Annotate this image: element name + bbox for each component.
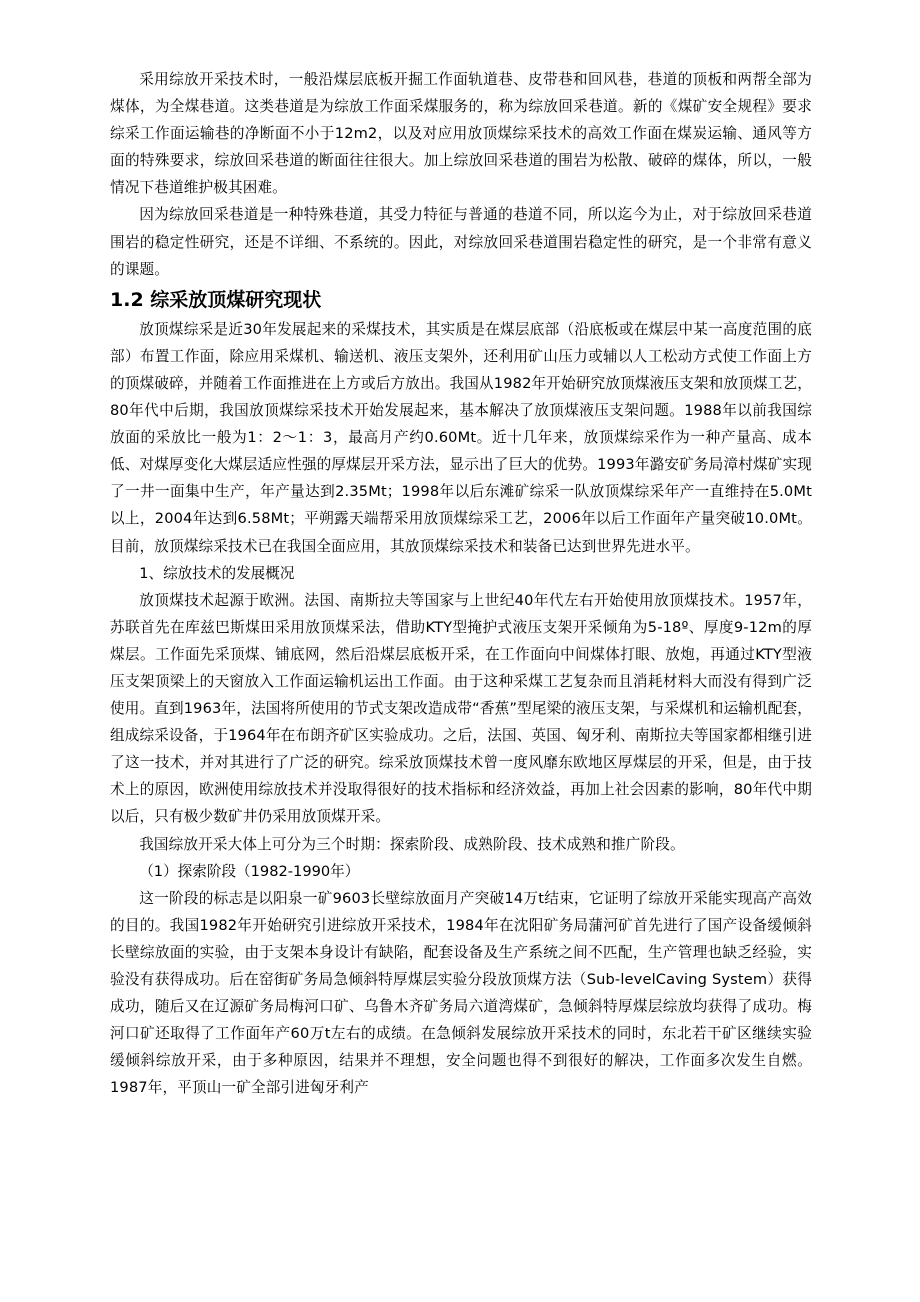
paragraph-china-periods: 我国综放开采大体上可分为三个时期：探索阶段、成熟阶段、技术成熟和推广阶段。 [139, 835, 685, 853]
subheading-development-overview: 1、综放技术的发展概况 [139, 564, 295, 582]
subheading-exploration-stage: （1）探索阶段（1982-1990年） [139, 862, 360, 880]
paragraph-research-status: 放顶煤综采是近30年发展起来的采煤技术，其实质是在煤层底部（沿底板或在煤层中某一高度范围的底部）布置工作面，除应用采煤机、输送机、液压支架外，还利用矿山压力或辅以人工松动方式使工作面上方的顶煤破碎，并随着工作面推进在上方或后方放出。我国从1982年开始研究放顶煤液压支架和放顶煤工艺，80年代中后期，我国放顶煤综采技术开始发展起来，基本解决了放顶煤液压支架问题。1988年以前我国综放面的采放比一般为1：2～1：3，最高月产约0.60Mt。近十几年来，放顶煤综采作为一种产量高、成本低、对煤厚变化大煤层适应性强的厚煤层开采方法，显示出了巨大的优势。1993年潞安矿务局漳村煤矿实现了一井一面集中生产，年产量达到2.35Mt；1998年以后东滩矿综采一队放顶煤综采年产一直维持在5.0Mt以上，2004年达到6.58Mt；平朔露天端帮采用放顶煤综采工艺，2006年以后工作面年产量突破10.0Mt。目前，放顶煤综采技术已在我国全面应用，其放顶煤综采技术和装备已达到世界先进水平。 [110, 320, 812, 555]
paragraph-roadway-intro: 采用综放开采技术时，一般沿煤层底板开掘工作面轨道巷、皮带巷和回风巷，巷道的顶板和两帮全部为煤体，为全煤巷道。这类巷道是为综放工作面采煤服务的，称为综放回采巷道。新的《煤矿安全规程》要求综采工作面运输巷的净断面不小于12m2，以及对应用放顶煤综采技术的高效工作面在煤炭运输、通风等方面的特殊要求，综放回采巷道的断面往往很大。加上综放回采巷道的围岩为松散、破碎的煤体，所以，一般情况下巷道维护极其困难。 [110, 71, 812, 197]
paragraph-roadway-significance: 因为综放回采巷道是一种特殊巷道，其受力特征与普通的巷道不同，所以迄今为止，对于综放回采巷道围岩的稳定性研究，还是不详细、不系统的。因此，对综放回采巷道围岩稳定性的研究，是一个非常有意义的课题。 [110, 206, 812, 278]
section-heading: 1.2 综采放顶煤研究现状 [110, 288, 322, 311]
paragraph-exploration-stage: 这一阶段的标志是以阳泉一矿9603长壁综放面月产突破14万t结束，它证明了综放开采能实现高产高效的目的。我国1982年开始研究引进综放开采技术，1984年在沈阳矿务局蒲河矿首先进行了国产设备缓倾斜长壁综放面的实验，由于支架本身设计有缺陷，配套设备及生产系统之间不匹配，生产管理也缺乏经验，实验没有获得成功。后在窑街矿务局急倾斜特厚煤层实验分段放顶煤方法（Sub-levelCaving System）获得成功，随后又在辽源矿务局梅河口矿、乌鲁木齐矿务局六道湾煤矿，急倾斜特厚煤层综放均获得了成功。梅河口矿还取得了工作面年产60万t左右的成绩。在急倾斜发展综放开采技术的同时，东北若干矿区继续实验缓倾斜综放开采，由于多种原因，结果并不理想，安全问题也得不到很好的解决，工作面多次发生自燃。1987年，平顶山一矿全部引进匈牙利产 [110, 889, 812, 1097]
paragraph-european-origin: 放顶煤技术起源于欧洲。法国、南斯拉夫等国家与上世纪40年代左右开始使用放顶煤技术。1957年，苏联首先在库兹巴斯煤田采用放顶煤采法，借助KTY型掩护式液压支架开采倾角为5-18º、厚度9-12m的厚煤层。工作面先采顶煤、铺底网，然后沿煤层底板开采，在工作面向中间煤体打眼、放炮，再通过KTY型液压支架顶梁上的天窗放入工作面运输机运出工作面。由于这种采煤工艺复杂而且消耗材料大而没有得到广泛使用。直到1963年，法国将所使用的节式支架改造成带“香蕉”型尾梁的液压支架，与采煤机和运输机配套，组成综采设备，于1964年在布朗齐矿区实验成功。之后，法国、英国、匈牙利、南斯拉夫等国家都相继引进了这一技术，并对其进行了广泛的研究。综采放顶煤技术曾一度风靡东欧地区厚煤层的开采，但是，由于技术上的原因，欧洲使用综放技术并没取得很好的技术指标和经济效益，再加上社会因素的影响，80年代中期以后，只有极少数矿井仍采用放顶煤开采。 [110, 591, 812, 826]
